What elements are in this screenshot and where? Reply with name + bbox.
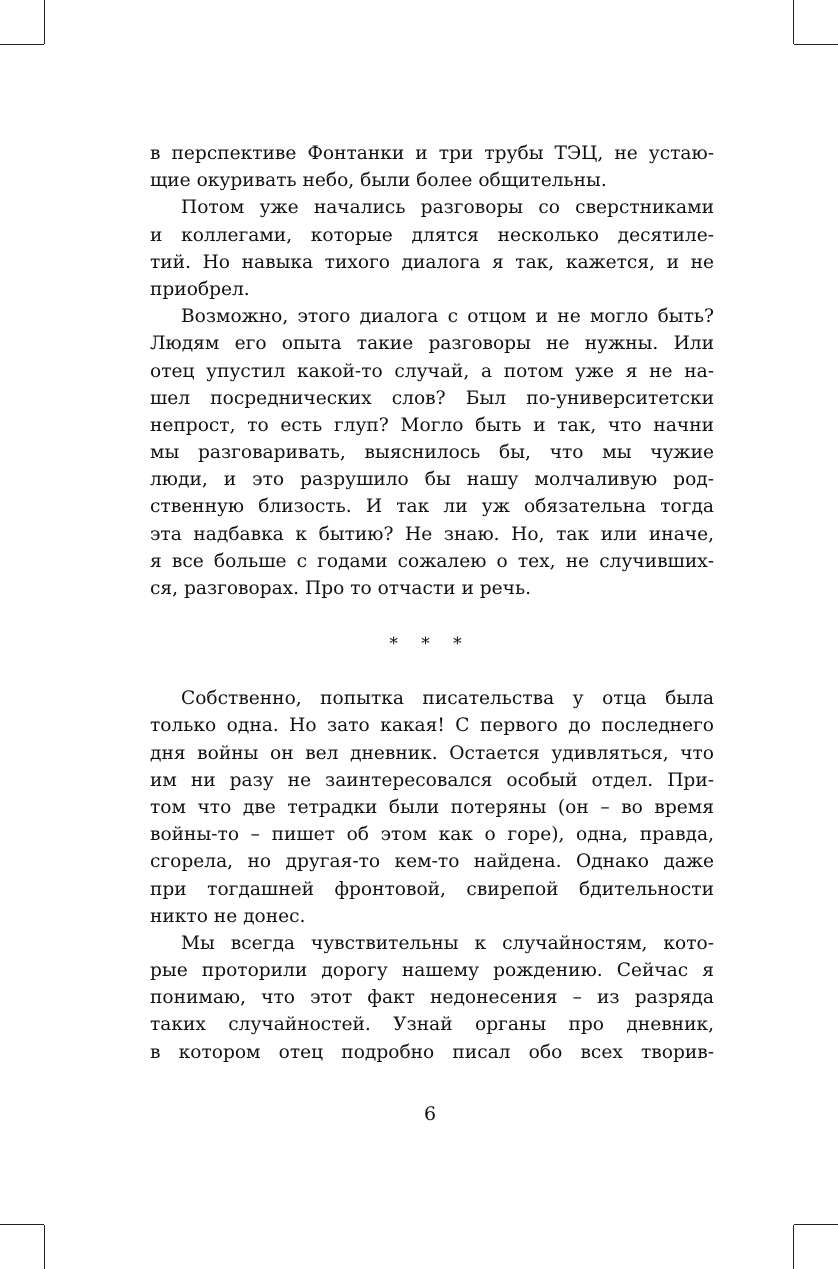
text-line: люди, и это разрушило бы нашу молчаливую род- [150,469,714,491]
text-line: войны-то – пишет об этом как о горе), одна, правда, [150,824,714,846]
text-line: непрост, то есть глуп? Могло быть и так, что начни [150,414,714,436]
text-line: отец упустил какой-то случай, а потом уже я не на- [150,360,714,382]
section-separator: * * * [389,634,471,654]
text-line: таких случайностей. Узнай органы про дневник, [150,1014,714,1036]
paragraph-4 [150,685,714,930]
crop-mark-top-right-horizontal [794,44,838,45]
paragraph-3 [150,303,714,602]
text-line: ственную близость. И так ли уж обязательна тогда [150,496,714,518]
crop-mark-bottom-left-vertical [44,1225,45,1269]
text-line: никто не донес. [150,905,306,927]
text-line: приобрел. [150,278,250,300]
crop-mark-top-left-horizontal [0,44,44,45]
text-line: при тогдашней фронтовой, свирепой бдительности [150,878,714,900]
page-text [150,140,714,1066]
text-line: понимаю, что этот факт недонесения – из разряда [150,987,714,1009]
text-line: в перспективе Фонтанки и три трубы ТЭЦ, не устаю- [150,143,714,164]
text-line: дня войны он вел дневник. Остается удивляться, что [150,742,714,764]
text-line: тий. Но навыка тихого диалога я так, кажется, и не [150,251,714,273]
text-line: рые проторили дорогу нашему рождению. Сейчас я [150,960,714,982]
page-number: 6 [423,1103,437,1125]
text-line: Собственно, попытка писательства у отца была [181,688,714,710]
text-line: щие окуривать небо, были более общительны. [150,170,607,192]
text-line: ся, разговорах. Про то отчасти и речь. [150,578,531,599]
paragraph-1 [150,140,714,194]
text-line: шел посреднических слов? Был по-университетски [150,387,714,409]
text-line: Людям его опыта такие разговоры не нужны. Или [150,333,714,355]
text-line: только одна. Но зато какая! С первого до последнего [150,715,714,737]
paragraph-5 [150,930,714,1066]
text-line: Возможно, этого диалога с отцом и не могло быть? [181,306,714,328]
text-line: я все больше с годами сожалею о тех, не случивших- [150,550,714,572]
text-line: Потом уже начались разговоры со сверстниками [181,197,714,219]
text-line: эта надбавка к бытию? Не знаю. Но, так или иначе, [150,523,714,545]
text-line: том что две тетрадки были потеряны (он – во время [150,796,714,818]
crop-mark-bottom-right-vertical [793,1225,794,1269]
crop-mark-bottom-right-horizontal [794,1224,838,1225]
crop-mark-top-right-vertical [793,0,794,44]
text-line: в котором отец подробно писал обо всех творив- [150,1041,714,1063]
crop-mark-top-left-vertical [44,0,45,44]
text-line: и коллегами, которые длятся несколько десятиле- [150,224,714,246]
paragraph-2 [150,194,714,303]
text-line: мы разговаривать, выяснилось бы, что мы чужие [150,442,714,464]
text-line: им ни разу не заинтересовался особый отдел. При- [150,769,714,791]
text-line: Мы всегда чувствительны к случайностям, кото- [181,932,714,954]
text-line: сгорела, но другая-то кем-то найдена. Однако даже [150,851,714,873]
crop-mark-bottom-left-horizontal [0,1224,44,1225]
